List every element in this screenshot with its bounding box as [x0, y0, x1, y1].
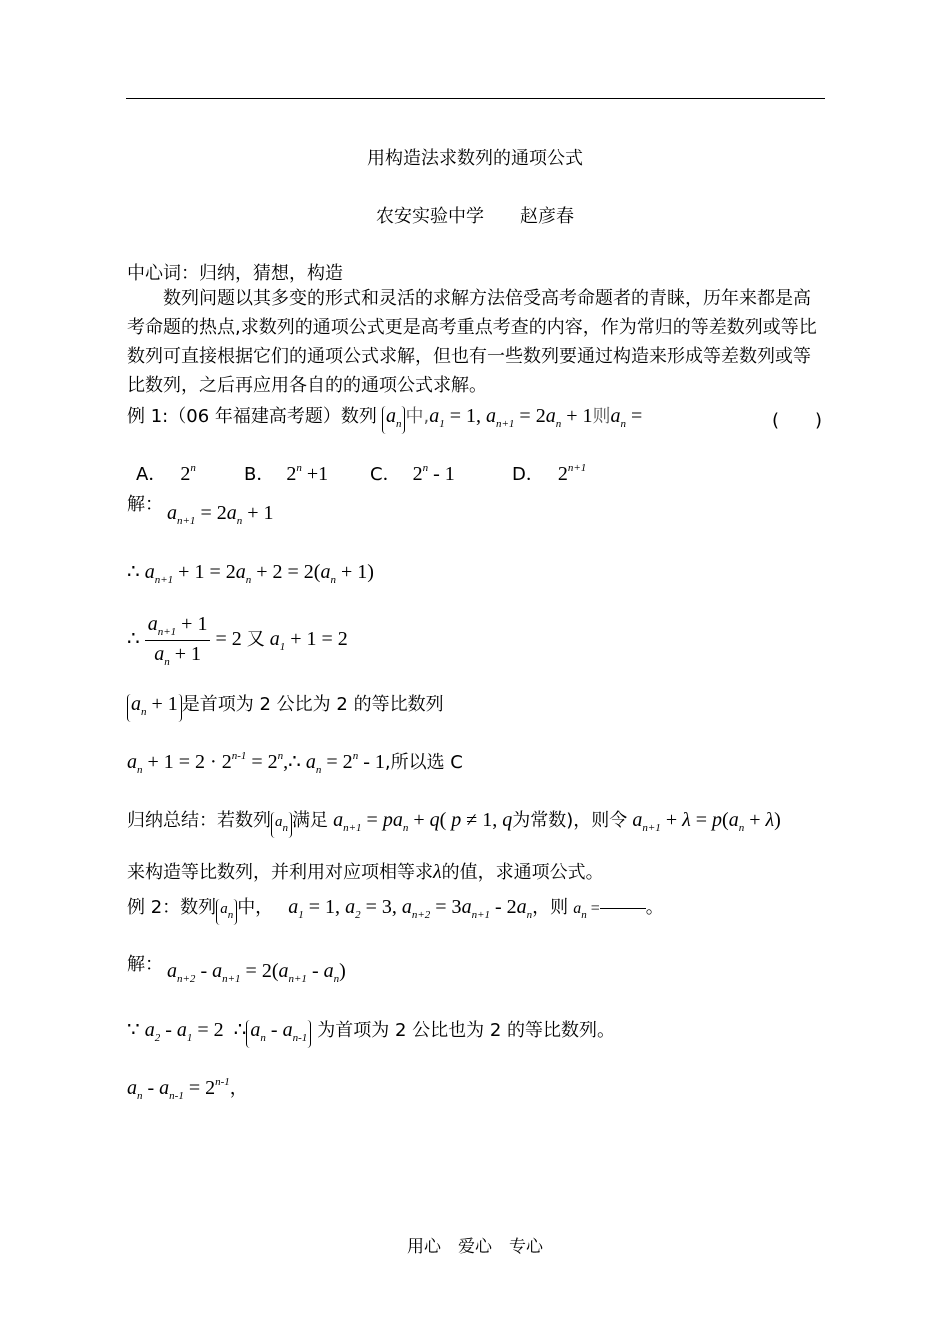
example-1-question — [127, 402, 642, 434]
page-title: 用构造法求数列的通项公式 — [367, 148, 583, 169]
step-1: $a_{n+1} = 2a_n + 1$ — [167, 502, 274, 527]
step-2: ∴ $a_{n+1} + 1 = 2a_n + 2 = 2(a_n + 1)$ — [127, 561, 374, 586]
answer-blank — [600, 908, 646, 909]
option-c: C． 2$^n$ - 1 — [370, 462, 455, 485]
keywords: 中心词：归纳，猜想，构造 — [127, 263, 343, 284]
step-3: ∴ $\frac{a_{n+1} + 1}{a_n + 1}$ = 2 又 $a_1 + 1 = 2$ — [127, 613, 348, 668]
footer: 用心 爱心 专心 — [407, 1237, 543, 1257]
summary-line-1: 归纳总结：若数列 $a_n$ 满足 $a_{n+1} = pa_n + q$( p ≠ 1, q为常数)，则令 $a_{n+1} + \lambda = p(a_n + \lambda)$ — [127, 806, 781, 838]
solution-label-2: 解： — [127, 954, 163, 975]
step-5: $a_n + 1 = 2 \cdot 2^{n-1}$ = $2^n,\therefore$ $a_n = 2^n - 1$,所以选 C — [127, 750, 463, 776]
intro-paragraph: 数列问题以其多变的形式和灵活的求解方法倍受高考命题者的青睐，历年来都是高考命题的热点,求数列的通项公式更是高考重点考查的内容，作为常归的等差数列或等比数列可直接根据它们的通项公式求解，但也有一些数列要通过构造来形成等差数列或等比数列，之后再应用各自的的通项公式求解。 — [127, 288, 817, 396]
solution-label-1: 解： — [127, 494, 163, 515]
option-d: D． $2^{n+1}$ — [512, 462, 587, 485]
example-2-question: 例 2：数列 $a_n$ 中， $a_1 = 1$, $a_2 = 3$, $a_{n+2} = 3a_{n+1} - 2a_n$，则 $a_n$ = 。 — [127, 893, 664, 925]
ex2-step-2: ∵ $a_2 - a_1 = 2$ ∴ $a_n - a_{n-1}$ 为首项为 2 公比也为 2 的等比数列。 — [127, 1016, 615, 1048]
step-4: $a_n + 1$ 是首项为 2 公比为 2 的等比数列 — [127, 690, 444, 722]
ex1-formula: $a_n$ 中$,a_1 = 1$, $a_{n+1} = 2a_n + 1$则$a_n$ = — [382, 405, 642, 427]
ex2-step-1: $a_{n+2} - a_{n+1} = 2(a_{n+1} - a_n)$ — [167, 960, 346, 985]
summary-line-2: 来构造等比数列，并利用对应项相等求λ的值，求通项公式。 — [127, 861, 604, 883]
answer-paren: ( ) — [772, 410, 823, 431]
ex2-step-3: $a_n - a_{n-1} = 2^{n-1}$， — [127, 1076, 248, 1102]
header-rule — [126, 98, 825, 99]
option-a: A． 2$^n$ — [136, 462, 196, 485]
author-line: 农安实验中学 赵彦春 — [376, 206, 574, 227]
example-1-label: 例 1:（06 年福建高考题）数列 — [127, 406, 377, 427]
option-b: B． $2^n +1$ — [244, 462, 329, 485]
